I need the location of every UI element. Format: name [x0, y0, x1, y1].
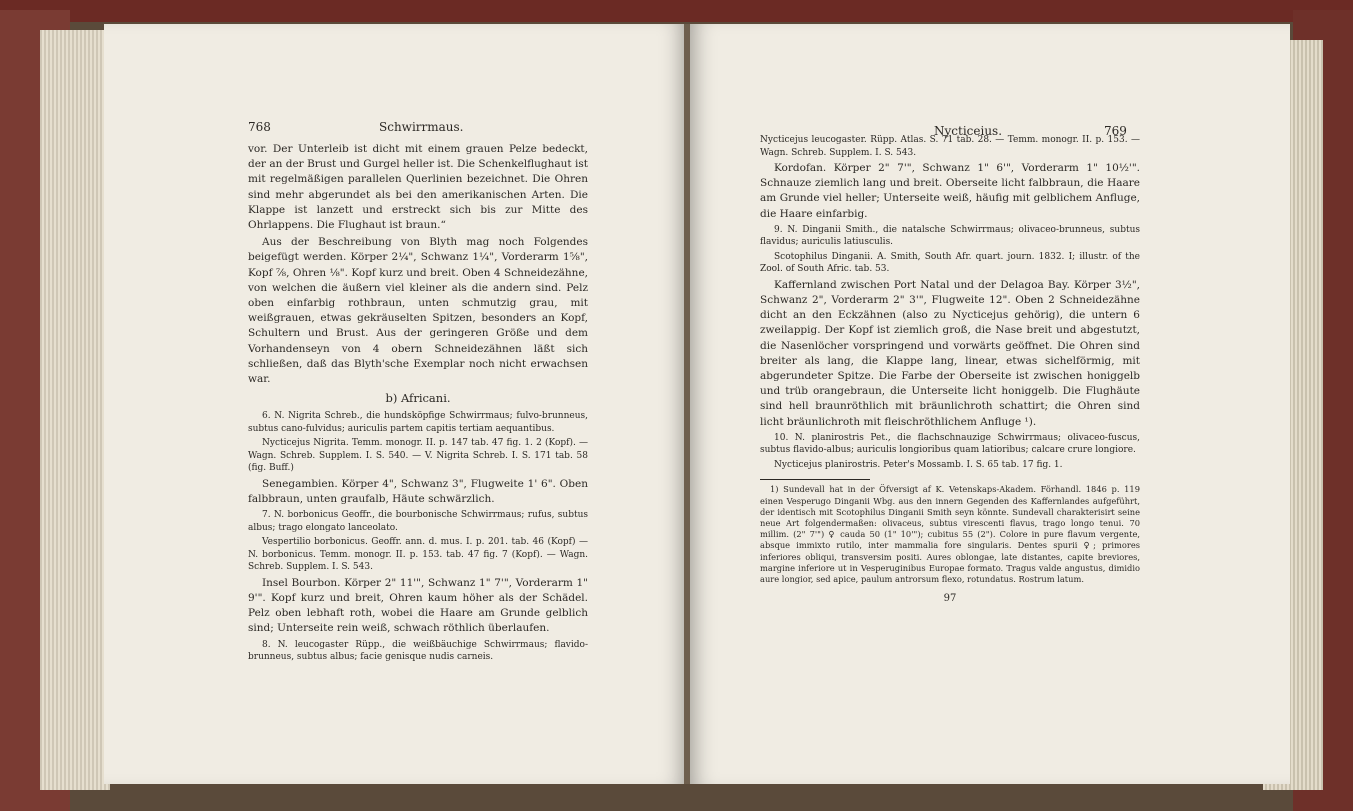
paragraph: 10. N. planirostris Pet., die flachschnauzige Schwirrmaus; olivaceo-fuscus, subtus flavido-albus; auriculis longioribus quam latioribus; calcare crure longiore. — [760, 432, 1140, 456]
paragraph: Nycticejus Nigrita. Temm. monogr. II. p. 147 tab. 47 fig. 1. 2 (Kopf). — Wagn. Schreb. Supplem. I. S. 540. — V. Nigrita Schreb. I. S. 171 tab. 58 (fig. Buff.) — [248, 438, 588, 474]
right-page — [690, 24, 1290, 784]
paragraph: Aus der Beschreibung von Blyth mag noch Folgendes beigefügt werden. Körper 2¼", Schwanz 1¼", Vorderarm 1⅝", Kopf ⅞, Ohren ⅛". Kopf kurz und breit. Oben 4 Schneidezähne, von welchen die äußern viel kleiner als die andern sind. Pelz oben einfarbig rothbraun, unten schmutzig grau, mit weißgrauen, etwas gekräuselten Spitzen, besonders an Kopf, Schultern und Brust. Aus der geringeren Größe und dem Vorhandenseyn von 4 obern Schneidezähnen läßt sich schließen, daß das Blyth'sche Exemplar noch nicht erwachsen war. — [248, 236, 588, 386]
paragraph: 7. N. borbonicus Geoffr., die bourbonische Schwirrmaus; rufus, subtus albus; trago elongato lanceolato. — [248, 510, 588, 533]
paragraph: Vespertilio borbonicus. Geoffr. ann. d. mus. I. p. 201. tab. 46 (Kopf) — N. borbonicus. Temm. monogr. II. p. 153. tab. 47 fig. 7 (Kopf). — Wagn. Schreb. Supplem. I. S. 543. — [248, 537, 588, 573]
paragraph: Nycticejus leucogaster. Rüpp. Atlas. S. 71 tab. 28. — Temm. monogr. II. p. 153. — Wagn. Schreb. Supplem. I. S. 543. — [760, 135, 1140, 158]
paragraph: Senegambien. Körper 4", Schwanz 3", Flugweite 1' 6". Oben falbbraun, unten graufalb, Häute schwärzlich. — [248, 477, 588, 506]
running-title: Nycticeius. — [934, 124, 1003, 138]
page-edges-left — [40, 30, 110, 790]
paragraph: b) Africani. — [385, 391, 451, 406]
paragraph: 6. N. Nigrita Schreb., die hundsköpfige Schwirrmaus; fulvo-brunneus, subtus cano-fulvidus; auriculis partem capitis tertiam aequantibus. — [248, 411, 588, 434]
paragraph: Kaffernland zwischen Port Natal und der Delagoa Bay. Körper 3½", Schwanz 2", Vorderarm 2" 3'", Flugweite 12". Oben 2 Schneidezähne dicht an den Eckzähnen (also zu Nycticejus gehörig), die untern 6 zweilappig. Der Kopf ist ziemlich groß, die Nase breit und abgestutzt, die Nasenlöcher vorspringend und vorwärts geöffnet. Die Ohren sind breiter als lang, die Klappe lang, linear, etwas sichelförmig, mit abgerundeter Spitze. Die Farbe der Oberseite ist zwischen honiggelb und trüb orangebraun, die Unterseite licht honiggelb. Die Flughäute sind hell braunröthlich mit bräunlichroth schattirt; die Ohren sind licht bräunlichroth mit fleischröthlichem Anfluge ¹). — [760, 278, 1140, 428]
paragraph: Insel Bourbon. Körper 2" 11'", Schwanz 1" 7'", Vorderarm 1" 9'". Kopf kurz und breit, Ohren kaum höher als der Schädel. Pelz oben lebhaft roth, wobei die Haare am Grunde gelblich sind; Unterseite rein weiß, schwach röthlich überlaufen. — [248, 576, 588, 635]
page-number: 768 — [248, 120, 271, 134]
paragraph: 9. N. Dinganii Smith., die natalsche Schwirrmaus; olivaceo-brunneus, subtus flavidus; auriculis latiusculis. — [760, 224, 1140, 248]
book-cover-top — [0, 0, 1353, 22]
right-text-column — [760, 134, 1140, 608]
paragraph: Nycticejus planirostris. Peter's Mossamb. I. S. 65 tab. 17 fig. 1. — [774, 459, 1063, 470]
paragraph: Scotophilus Dinganii. A. Smith, South Afr. quart. journ. 1832. I; illustr. of the Zool. of South Afric. tab. 53. — [760, 251, 1140, 275]
left-text-column — [248, 142, 588, 666]
footnote-rule — [760, 479, 870, 480]
page-number: 769 — [1104, 124, 1127, 138]
paragraph: vor. Der Unterleib ist dicht mit einem grauen Pelze bedeckt, der an der Brust und Gurgel heller ist. Die Schenkelflughaut ist mit regelmäßigen parallelen Querlinien bezeichnet. Die Ohren sind mehr abgerundet als bei den amerikanischen Arten. Die Klappe ist lanzett und erstreckt sich bis zur Mitte des Ohrlappens. Die Flughaut ist braun.“ — [248, 143, 588, 232]
paragraph: 8. N. leucogaster Rüpp., die weißbäuchige Schwirrmaus; flavido-brunneus, subtus albus; facie genisque nudis carneis. — [248, 639, 588, 663]
signature-mark: 97 — [943, 593, 957, 605]
left-page — [104, 24, 686, 784]
footnote: 1) Sundevall hat in der Öfversigt af K. Vetenskaps-Akadem. Förhandl. 1846 p. 119 einen Vesperugo Dinganii Wbg. aus den innern Gegenden des Kaffernlandes aufgeführt, der identisch mit Scotophilus Dinganii Smith seyn könnte. Sundevall charakterisirt seine neue Art folgendermaßen: olivaceus, subtus virescenti flavus, trago longo tenui. 70 millim. (2" 7'") ♀ cauda 50 (1" 10'"); cubitus 55 (2"). Colore in pure flavum vergente, absque immixto rutilo, inter mammalia fore singularis. Dentes spurii ♀; primores inferiores obliqui, transversim positi. Aures oblongae, late distantes, capite breviores, margine inferiore ut in Vesperuginibus Europae formato. Tragus valde angustus, dimidio aure longior, sed apice, paulum antrorsum flexo, rotundatus. Rostrum latum. — [760, 484, 1140, 584]
paragraph: Kordofan. Körper 2" 7'", Schwanz 1" 6'", Vorderarm 1" 10½'". Schnauze ziemlich lang und breit. Oberseite licht falbbraun, die Haare am Grunde viel heller; Unterseite weiß, häufig mit gelblichem Anfluge, die Haare einfarbig. — [760, 162, 1140, 220]
running-title: Schwirrmaus. — [379, 120, 464, 134]
